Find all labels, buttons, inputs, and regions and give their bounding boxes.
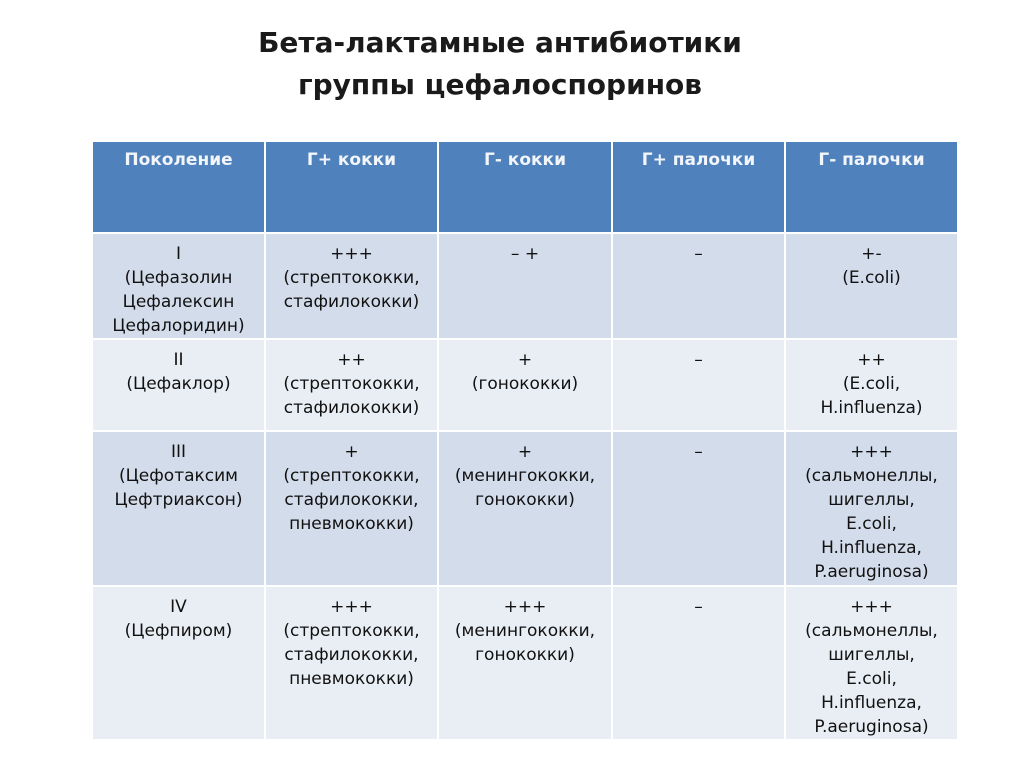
cell-line: H.influenza, [821, 538, 922, 558]
cell-gram-positive-rods [612, 339, 785, 431]
cell-line: – + [510, 244, 540, 264]
cell-line: (сальмонеллы, [805, 621, 938, 641]
cell-line: +- [861, 244, 882, 264]
title-line-1: Бета-лактамные антибиотики [258, 26, 742, 59]
cell-generation [92, 233, 265, 339]
cell-line: Цефтриаксон) [114, 490, 243, 510]
cell-line: P.aeruginosa) [814, 717, 929, 737]
cell-line: I [175, 244, 181, 264]
cell-line: гонококки) [475, 490, 575, 510]
cell-line: стафилококки, [284, 645, 419, 665]
cell-line: H.influenza) [820, 398, 923, 418]
cell-line: ++ [857, 350, 886, 370]
table-header-row [92, 141, 958, 233]
cell-line: (Цефпиром) [124, 621, 233, 641]
cell-generation [92, 431, 265, 586]
cell-line: – [694, 350, 703, 370]
table-row [92, 431, 958, 586]
cell-gram-negative-rods [785, 339, 958, 431]
cell-line: (E.coli) [842, 268, 901, 288]
cell-gram-negative-rods [785, 431, 958, 586]
cell-line: Цефалоридин) [112, 316, 245, 336]
cell-line: (сальмонеллы, [805, 466, 938, 486]
cell-line: + [517, 442, 533, 462]
cell-line: шигеллы, [828, 645, 915, 665]
cell-line: (Цефотаксим [118, 466, 239, 486]
cell-line: P.aeruginosa) [814, 562, 929, 582]
cell-line: – [694, 597, 703, 617]
cell-gram-negative-rods [785, 233, 958, 339]
cell-gram-negative-rods [785, 586, 958, 740]
cell-line: (E.coli, [842, 374, 901, 394]
cell-line: (стрептококки, [283, 621, 420, 641]
cell-line: +++ [503, 597, 547, 617]
cell-line: IV [170, 597, 187, 617]
header-gram-negative-cocci: Г- кокки [438, 141, 612, 233]
cell-line: III [170, 442, 187, 462]
cell-gram-negative-cocci [438, 233, 612, 339]
cell-line: +++ [330, 597, 373, 617]
cell-gram-positive-rods [612, 431, 785, 586]
cell-line: H.influenza, [821, 693, 922, 713]
cell-line: гонококки) [475, 645, 575, 665]
cell-line: Цефалексин [122, 292, 235, 312]
cell-line: стафилококки, [284, 490, 419, 510]
cell-line: ++ [337, 350, 366, 370]
cell-generation [92, 339, 265, 431]
header-gram-negative-rods: Г- палочки [785, 141, 958, 233]
table-row [92, 233, 958, 339]
cell-line: +++ [330, 244, 373, 264]
cell-line: (Цефаклор) [126, 374, 231, 394]
cell-line: E.coli, [846, 669, 897, 689]
cell-line: (Цефазолин [124, 268, 233, 288]
cell-line: пневмококки) [289, 514, 414, 534]
header-gram-positive-cocci: Г+ кокки [265, 141, 438, 233]
cell-line: – [694, 244, 703, 264]
cell-gram-positive-cocci [265, 233, 438, 339]
cell-line: II [173, 350, 184, 370]
cell-line: + [517, 350, 533, 370]
table-row [92, 586, 958, 740]
cell-line: (стрептококки, [283, 268, 420, 288]
cell-line: – [694, 442, 703, 462]
cell-gram-negative-cocci [438, 431, 612, 586]
cell-line: +++ [850, 597, 893, 617]
cell-gram-positive-rods [612, 586, 785, 740]
cell-generation [92, 586, 265, 740]
cell-gram-negative-cocci [438, 586, 612, 740]
cell-line: стафилококки) [283, 398, 420, 418]
cell-line: (гонококки) [471, 374, 579, 394]
header-generation: Поколение [92, 141, 265, 233]
header-gram-positive-rods: Г+ палочки [612, 141, 785, 233]
cell-line: (менингококки, [454, 621, 596, 641]
cell-gram-positive-cocci [265, 431, 438, 586]
page-title [0, 22, 1000, 106]
cell-line: пневмококки) [289, 669, 414, 689]
cell-line: (стрептококки, [283, 466, 420, 486]
cell-line: шигеллы, [828, 490, 915, 510]
title-line-2: группы цефалоспоринов [298, 68, 702, 101]
cell-line: (менингококки, [454, 466, 596, 486]
cell-gram-positive-cocci [265, 586, 438, 740]
cell-line: стафилококки) [283, 292, 420, 312]
cell-gram-positive-rods [612, 233, 785, 339]
table-row [92, 339, 958, 431]
cephalosporin-table [91, 140, 959, 741]
cell-line: (стрептококки, [283, 374, 420, 394]
cell-gram-negative-cocci [438, 339, 612, 431]
cell-line: E.coli, [846, 514, 897, 534]
cell-line: +++ [850, 442, 893, 462]
cell-gram-positive-cocci [265, 339, 438, 431]
cell-line: + [344, 442, 359, 462]
